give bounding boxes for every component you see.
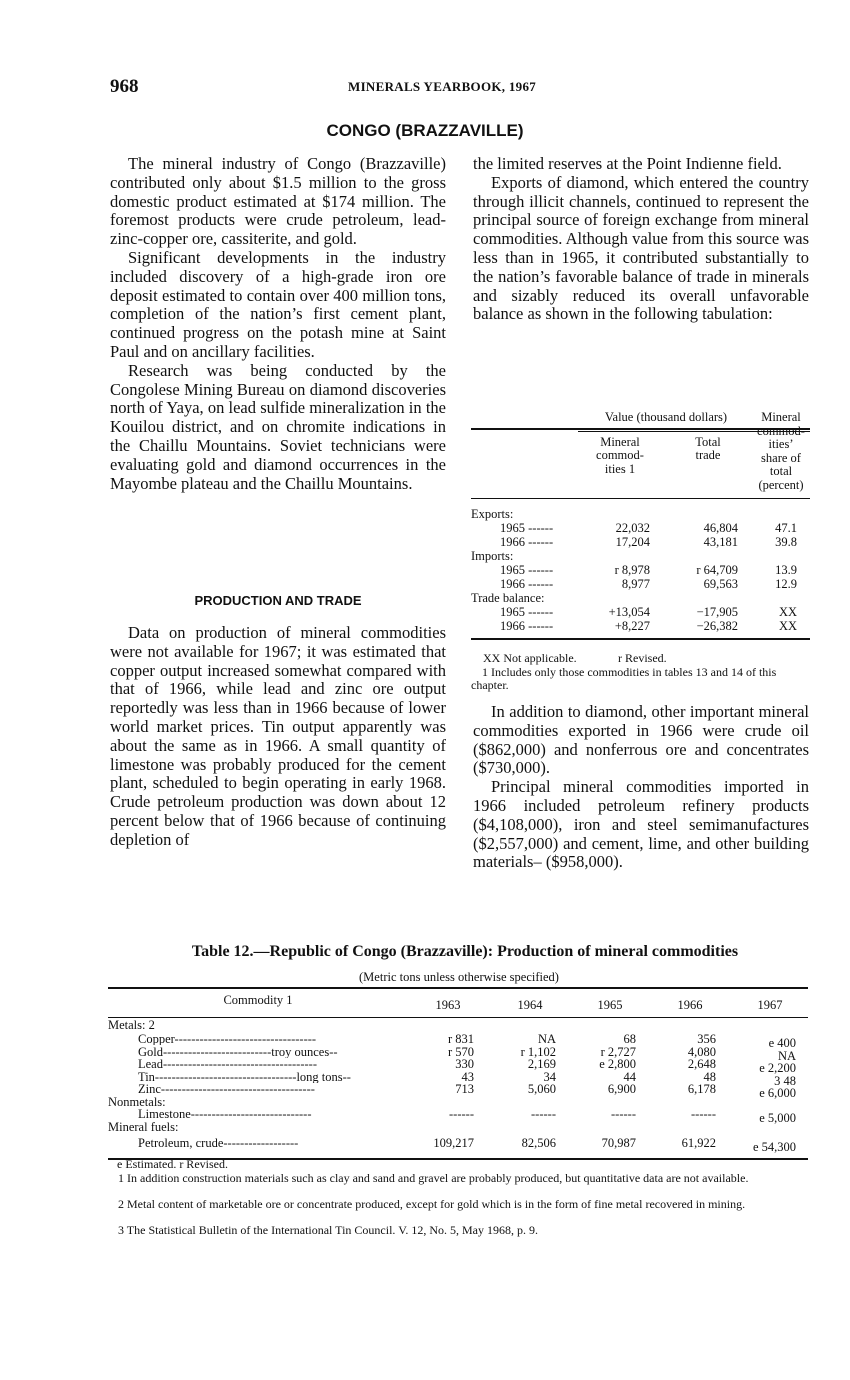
- left-column-text-2: [110, 624, 446, 850]
- table-cell: e 2,200: [759, 1061, 796, 1075]
- trade-cell: XX: [778, 619, 797, 633]
- table-cell: e 2,800: [599, 1057, 636, 1071]
- table-cell: e 54,300: [752, 1140, 796, 1154]
- trade-row-label: 1965 ------: [500, 563, 554, 577]
- trade-row-label: Imports:: [471, 549, 514, 563]
- trade-cell: 13.9: [775, 563, 797, 577]
- trade-col-share: Mineral commod- ities’ share of total (percent): [757, 410, 805, 492]
- footnote: 3 The Statistical Bulletin of the International Tin Council. V. 12, No. 5, May 1968, p. 9.: [118, 1223, 538, 1237]
- table-cell: e 6,000: [759, 1086, 796, 1100]
- paragraph: the limited reserves at the Point Indienne field.: [473, 154, 782, 173]
- table-row-label: Limestone-----------------------------: [138, 1108, 312, 1120]
- table-header-cell: Commodity 1: [223, 993, 293, 1007]
- table-subtitle: (Metric tons unless otherwise specified): [359, 970, 559, 984]
- table-cell: 43: [461, 1070, 474, 1084]
- table-cell: r 2,727: [600, 1045, 636, 1059]
- table-cell: r 1,102: [520, 1045, 556, 1059]
- trade-cell: 12.9: [775, 577, 797, 591]
- table-cell: ------: [691, 1107, 716, 1121]
- table-row-label: Petroleum, crude------------------: [138, 1137, 299, 1149]
- footnote: e Estimated. r Revised.: [117, 1157, 228, 1171]
- paragraph: The mineral industry of Congo (Brazzaville) contributed only about $1.5 million to the gross domestic product estimated at $174 million. The foremost products were crude petroleum, lead-zinc-copper ore, cassiterite, and gold.: [110, 154, 446, 249]
- table-cell: 61,922: [681, 1136, 716, 1150]
- table-row-label: Copper----------------------------------: [138, 1033, 317, 1045]
- table-cell: 2,648: [687, 1057, 716, 1071]
- article-title: CONGO (BRAZZAVILLE): [326, 121, 524, 140]
- trade-cell: r 8,978: [614, 563, 650, 577]
- table-cell: 6,178: [687, 1082, 716, 1096]
- trade-cell: +13,054: [608, 605, 650, 619]
- table-header-cell: 1964: [517, 998, 543, 1012]
- table-cell: 356: [697, 1032, 716, 1046]
- trade-row-label: 1966 ------: [500, 535, 554, 549]
- table-row-label: Lead-------------------------------------: [138, 1058, 317, 1070]
- note-xx: XX Not applicable.: [483, 651, 577, 665]
- trade-row-label: 1966 ------: [500, 619, 554, 633]
- table-cell: 44: [623, 1070, 636, 1084]
- table-cell: 82,506: [521, 1136, 556, 1150]
- page-number: 968: [110, 76, 139, 97]
- table-header-cell: 1965: [597, 998, 623, 1012]
- trade-cell: r 64,709: [696, 563, 738, 577]
- table-rule: [108, 987, 808, 989]
- table-rule: [471, 638, 810, 640]
- table-row-label: Mineral fuels:: [108, 1121, 179, 1133]
- paragraph: Exports of diamond, which entered the country through illicit channels, continued to represent the principal source of foreign exchange from mineral commodities. Although value from this source was less than in 1965, it contributed substantially to the nation’s favorable balance of trade in minerals and sizably reduced its overall unfavorable balance as shown in the following tabulation:: [473, 172, 809, 324]
- trade-cell: 39.8: [775, 535, 797, 549]
- table-cell: 48: [703, 1070, 716, 1084]
- table-cell: ------: [611, 1107, 636, 1121]
- paragraph: In addition to diamond, other important mineral commodities exported in 1966 were crude oil ($862,000) and nonferrous ore and concentrates ($730,000).: [473, 702, 809, 778]
- table-cell: 5,060: [527, 1082, 556, 1096]
- table-cell: 3 48: [774, 1074, 796, 1088]
- trade-row-label: Exports:: [471, 507, 514, 521]
- table-cell: 713: [455, 1082, 474, 1096]
- paragraph: Principal mineral commodities imported in 1966 included petroleum refinery products ($4,108,000), iron and steel semimanufactures ($2,557,000) and cement, lime, and other building materials– ($958,000).: [473, 777, 809, 872]
- table-title: Table 12.—Republic of Congo (Brazzaville): Production of mineral commodities: [191, 943, 739, 960]
- trade-cell: 22,032: [615, 521, 650, 535]
- trade-cell: XX: [778, 605, 797, 619]
- table-cell: r 831: [447, 1032, 474, 1046]
- table-row-label: Tin----------------------------------long tons--: [138, 1071, 351, 1083]
- table-cell: 109,217: [433, 1136, 474, 1150]
- right-column-text: [473, 155, 809, 324]
- trade-cell: −17,905: [696, 605, 738, 619]
- note-revised: r Revised.: [618, 651, 667, 665]
- table-cell: ------: [531, 1107, 556, 1121]
- trade-cell: 8,977: [621, 577, 650, 591]
- trade-group-header: Value (thousand dollars): [604, 410, 728, 424]
- table-cell: e 5,000: [759, 1111, 796, 1125]
- paragraph: Significant developments in the industry included discovery of a high-grade iron ore deposit estimated to contain over 400 million tons, completion of the nation’s first cement plant, continued progress on the potash mine at Saint Paul and on ancillary facilities.: [110, 247, 446, 361]
- trade-col-mineral: Mineral commod- ities 1: [596, 435, 644, 476]
- table-cell: 6,900: [607, 1082, 636, 1096]
- paragraph: Research was being conducted by the Congolese Mining Bureau on diamond discoveries north of Yaya, on lead sulfide mineralization in the Kouilou district, and on chromite indications in the Chaillu Mountains. Soviet technicians were evaluating gold and diamond occurrences in the Mayombe plateau and the Chaillu Mountains.: [110, 360, 446, 493]
- right-column-text-2: [473, 703, 809, 872]
- table-cell: ------: [449, 1107, 474, 1121]
- table-cell: NA: [777, 1049, 796, 1063]
- footnote: 2 Metal content of marketable ore or concentrate produced, except for gold which is in the form of fine metal recovered in mining.: [118, 1197, 746, 1211]
- table-cell: 68: [623, 1032, 636, 1046]
- trade-cell: 47.1: [775, 521, 797, 535]
- table-cell: NA: [537, 1032, 556, 1046]
- trade-cell: 69,563: [703, 577, 738, 591]
- trade-cell: 17,204: [615, 535, 650, 549]
- trade-row-label: 1965 ------: [500, 521, 554, 535]
- table-row-label: Metals: 2: [108, 1019, 155, 1031]
- trade-cell: 43,181: [703, 535, 738, 549]
- trade-col-total: Total trade: [695, 435, 721, 463]
- section-heading: PRODUCTION AND TRADE: [194, 593, 362, 608]
- trade-row-label: Trade balance:: [471, 591, 545, 605]
- footnote: 1 In addition construction materials such as clay and sand and gravel are probably produced, but quantitative data are not available.: [118, 1171, 749, 1185]
- table-rule: [471, 498, 810, 499]
- table-cell: 70,987: [601, 1136, 636, 1150]
- table-cell: e 400: [768, 1036, 796, 1050]
- table-header-cell: 1963: [435, 998, 461, 1012]
- trade-cell: +8,227: [614, 619, 650, 633]
- table-row-label: Zinc-------------------------------------: [138, 1083, 315, 1095]
- left-column-text: [110, 155, 446, 493]
- table-row-label: Gold--------------------------troy ounces--: [138, 1046, 338, 1058]
- table-header-cell: 1967: [757, 998, 783, 1012]
- table-cell: r 570: [447, 1045, 474, 1059]
- table-cell: 330: [455, 1057, 474, 1071]
- table-cell: 2,169: [527, 1057, 556, 1071]
- trade-row-label: 1965 ------: [500, 605, 554, 619]
- table-cell: 34: [543, 1070, 556, 1084]
- table-header-cell: 1966: [677, 998, 703, 1012]
- table-rule: [108, 1017, 808, 1018]
- table-row-label: Nonmetals:: [108, 1096, 166, 1108]
- trade-cell: 46,804: [703, 521, 738, 535]
- trade-row-label: 1966 ------: [500, 577, 554, 591]
- trade-cell: −26,382: [696, 619, 738, 633]
- paragraph: Data on production of mineral commodities were not available for 1967; it was estimated that copper output increased somewhat compared with that of 1966, while lead and zinc ore output reportedly was less than in 1966 because of lower world market prices. Tin output apparently was about the same as in 1966. A small quantity of limestone was probably produced for the cement plant, scheduled to begin operating in early 1968. Crude petroleum production was down about 12 percent below that of 1966 because of continuing depletion of: [110, 623, 446, 849]
- table-cell: 4,080: [687, 1045, 716, 1059]
- running-title: MINERALS YEARBOOK, 1967: [348, 79, 537, 94]
- note-1: 1 Includes only those commodities in tables 13 and 14 of this chapter.: [471, 665, 777, 692]
